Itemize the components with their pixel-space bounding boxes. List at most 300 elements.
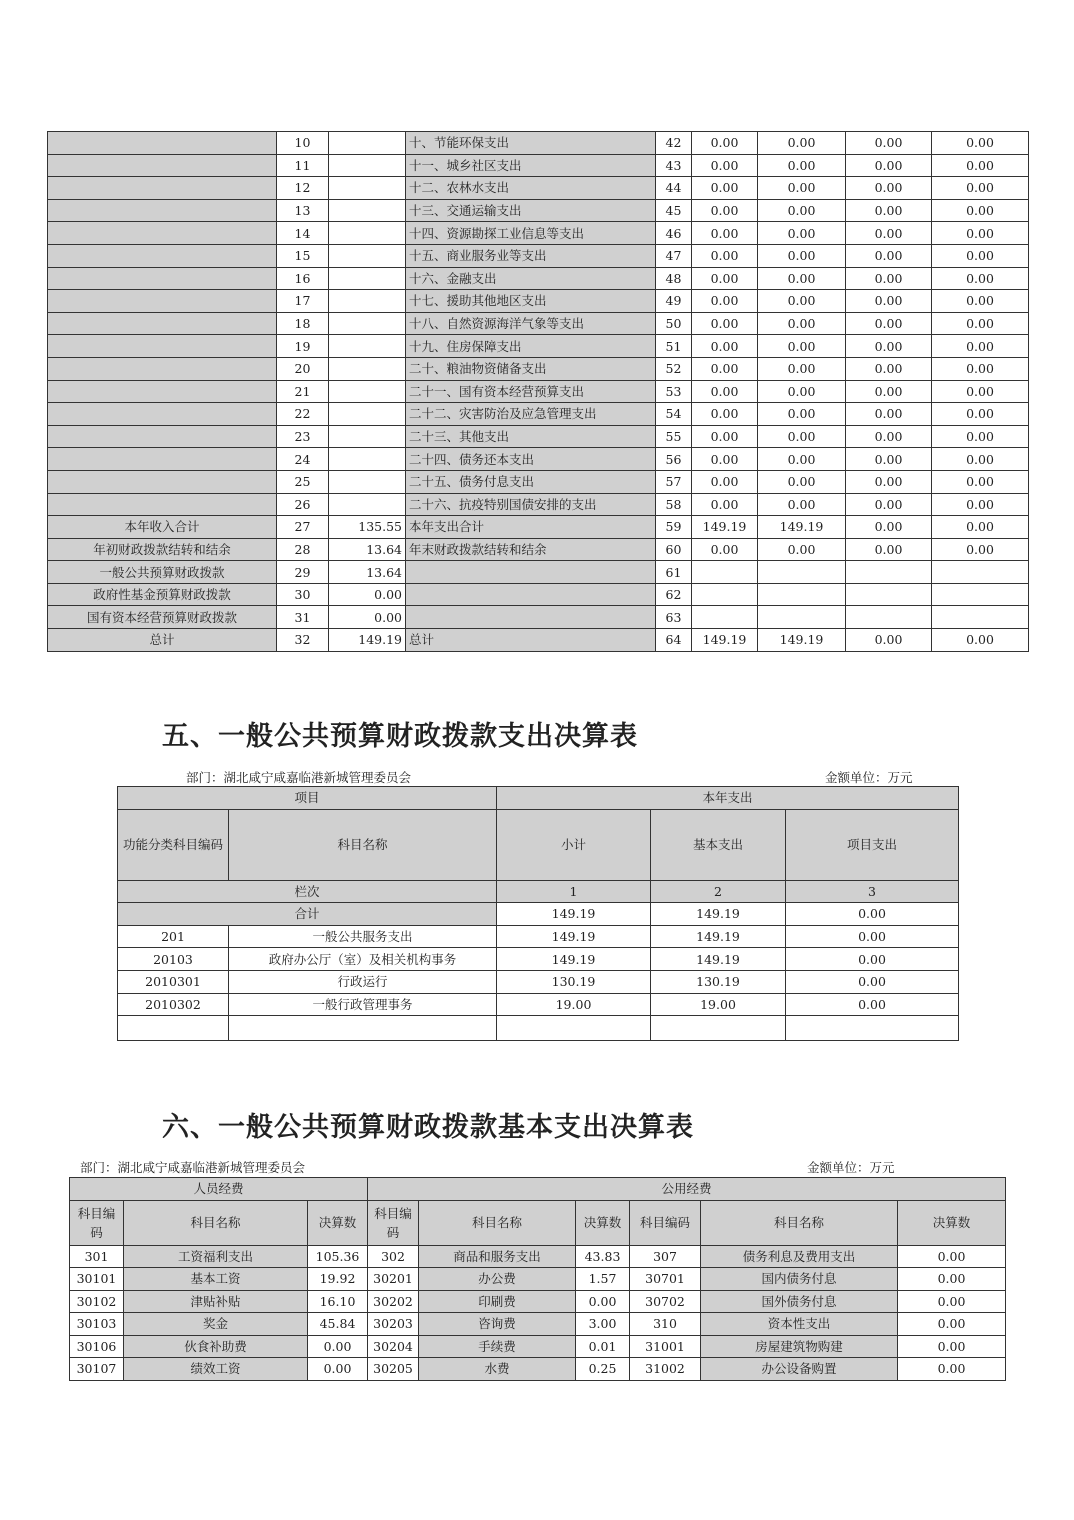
public-name: 办公费: [419, 1268, 576, 1291]
basic-value: 149.19: [651, 925, 786, 948]
income-line-no: 12: [277, 177, 329, 200]
public-code: 302: [368, 1245, 419, 1268]
public-amount: 0.00: [898, 1268, 1006, 1291]
expense-state-capital: 0.00: [932, 199, 1029, 222]
section5-unit: 金额单位：万元: [825, 770, 913, 785]
expense-item: 二十二、灾害防治及应急管理支出: [406, 403, 656, 426]
expense-state-capital: 0.00: [932, 132, 1029, 155]
expense-state-capital: 0.00: [932, 403, 1029, 426]
subtotal-value: [497, 1016, 651, 1041]
expense-state-capital: 0.00: [932, 312, 1029, 335]
table-row: [70, 1358, 1006, 1381]
table-row: [48, 403, 1029, 426]
expense-line-no: 57: [656, 470, 692, 493]
header-name: 科目名称: [701, 1200, 898, 1245]
income-amount: 149.19: [329, 629, 406, 652]
public-amount: 1.57: [576, 1268, 630, 1291]
expense-total: 0.00: [692, 425, 758, 448]
expense-total: [692, 606, 758, 629]
expense-general-budget: 149.19: [758, 629, 846, 652]
header-subtotal: 小计: [497, 809, 651, 880]
income-item: [48, 335, 277, 358]
expense-item: 二十、粮油物资储备支出: [406, 357, 656, 380]
expense-line-no: 53: [656, 380, 692, 403]
expense-gov-fund: 0.00: [846, 199, 932, 222]
header-code: 科目编码: [630, 1200, 701, 1245]
personnel-code: 30102: [70, 1290, 124, 1313]
table-row: [48, 199, 1029, 222]
public-amount: 0.25: [576, 1358, 630, 1381]
expense-state-capital: [932, 606, 1029, 629]
expense-gov-fund: 0.00: [846, 538, 932, 561]
header-project: 项目: [118, 787, 497, 810]
income-item: 年初财政拨款结转和结余: [48, 538, 277, 561]
income-line-no: 11: [277, 154, 329, 177]
income-line-no: 23: [277, 425, 329, 448]
income-amount: 13.64: [329, 538, 406, 561]
col-number: 3: [786, 880, 959, 903]
expense-general-budget: 0.00: [758, 154, 846, 177]
expense-gov-fund: 0.00: [846, 267, 932, 290]
income-amount: [329, 380, 406, 403]
public-name: 商品和服务支出: [419, 1245, 576, 1268]
expense-general-budget: 0.00: [758, 132, 846, 155]
expense-line-no: 63: [656, 606, 692, 629]
expense-line-no: 48: [656, 267, 692, 290]
public-code: 30701: [630, 1268, 701, 1291]
table-row: [70, 1245, 1006, 1268]
expense-gov-fund: 0.00: [846, 222, 932, 245]
expense-item: 二十四、债务还本支出: [406, 448, 656, 471]
income-amount: 0.00: [329, 606, 406, 629]
header-code: 科目编码: [368, 1200, 419, 1245]
header-function-code: 功能分类科目编码: [118, 809, 229, 880]
expense-line-no: 64: [656, 629, 692, 652]
section5-department: 部门：湖北咸宁咸嘉临港新城管理委员会: [186, 770, 412, 785]
expense-gov-fund: 0.00: [846, 403, 932, 426]
expense-state-capital: 0.00: [932, 470, 1029, 493]
section6-title: 六、一般公共预算财政拨款基本支出决算表: [162, 1112, 694, 1143]
income-amount: [329, 154, 406, 177]
expense-total: 0.00: [692, 448, 758, 471]
public-amount: 0.00: [898, 1358, 1006, 1381]
income-line-no: 30: [277, 583, 329, 606]
personnel-amount: 0.00: [308, 1335, 368, 1358]
total-basic: 149.19: [651, 903, 786, 926]
expense-general-budget: 0.00: [758, 425, 846, 448]
expense-state-capital: [932, 561, 1029, 584]
personnel-amount: 0.00: [308, 1358, 368, 1381]
personnel-amount: 45.84: [308, 1313, 368, 1336]
personnel-code: 30106: [70, 1335, 124, 1358]
subject-code: [118, 1016, 229, 1041]
expense-gov-fund: 0.00: [846, 154, 932, 177]
expense-general-budget: 0.00: [758, 222, 846, 245]
expense-general-budget: 0.00: [758, 403, 846, 426]
personnel-amount: 19.92: [308, 1268, 368, 1291]
income-item: [48, 244, 277, 267]
expense-gov-fund: 0.00: [846, 380, 932, 403]
expense-gov-fund: 0.00: [846, 335, 932, 358]
expense-total: 0.00: [692, 335, 758, 358]
table-row: [118, 993, 959, 1016]
income-line-no: 10: [277, 132, 329, 155]
income-item: [48, 448, 277, 471]
expense-item: 十二、农林水支出: [406, 177, 656, 200]
expense-item: 二十一、国有资本经营预算支出: [406, 380, 656, 403]
personnel-name: 津贴补贴: [124, 1290, 308, 1313]
income-amount: [329, 335, 406, 358]
expense-state-capital: 0.00: [932, 290, 1029, 313]
subtotal-value: 19.00: [497, 993, 651, 1016]
personnel-amount: 105.36: [308, 1245, 368, 1268]
table-row: [48, 493, 1029, 516]
expense-item: 十六、金融支出: [406, 267, 656, 290]
public-amount: 0.00: [576, 1290, 630, 1313]
total-subtotal: 149.19: [497, 903, 651, 926]
expense-state-capital: 0.00: [932, 448, 1029, 471]
income-line-no: 25: [277, 470, 329, 493]
income-amount: [329, 470, 406, 493]
table-header-row: [70, 1200, 1006, 1245]
income-amount: [329, 177, 406, 200]
expense-gov-fund: [846, 561, 932, 584]
income-amount: [329, 425, 406, 448]
public-name: 房屋建筑物购建: [701, 1335, 898, 1358]
income-line-no: 20: [277, 357, 329, 380]
personnel-name: 基本工资: [124, 1268, 308, 1291]
income-amount: 13.64: [329, 561, 406, 584]
income-item: [48, 403, 277, 426]
income-amount: [329, 448, 406, 471]
header-subject-name: 科目名称: [229, 809, 497, 880]
expense-gov-fund: 0.00: [846, 448, 932, 471]
expense-general-budget: 0.00: [758, 199, 846, 222]
expense-total: 0.00: [692, 538, 758, 561]
header-public: 公用经费: [368, 1178, 1006, 1201]
subject-code: 2010302: [118, 993, 229, 1016]
table-row: [118, 948, 959, 971]
public-code: 30205: [368, 1358, 419, 1381]
expense-line-no: 56: [656, 448, 692, 471]
income-item: [48, 199, 277, 222]
basic-value: 19.00: [651, 993, 786, 1016]
expense-item: 二十五、债务付息支出: [406, 470, 656, 493]
expense-total: 0.00: [692, 132, 758, 155]
expense-total: 0.00: [692, 267, 758, 290]
income-line-no: 29: [277, 561, 329, 584]
public-name: 办公设备购置: [701, 1358, 898, 1381]
subject-name: 一般公共服务支出: [229, 925, 497, 948]
expense-gov-fund: 0.00: [846, 357, 932, 380]
expense-general-budget: 0.00: [758, 538, 846, 561]
income-amount: [329, 199, 406, 222]
personnel-amount: 16.10: [308, 1290, 368, 1313]
expense-general-budget: 0.00: [758, 493, 846, 516]
public-amount: 0.01: [576, 1335, 630, 1358]
table-row: [118, 970, 959, 993]
expense-line-no: 51: [656, 335, 692, 358]
expense-state-capital: 0.00: [932, 516, 1029, 539]
expense-item: 总计: [406, 629, 656, 652]
lanci-label: 栏次: [118, 880, 497, 903]
income-line-no: 14: [277, 222, 329, 245]
expense-gov-fund: 0.00: [846, 290, 932, 313]
income-item: 政府性基金预算财政拨款: [48, 583, 277, 606]
expense-total: 0.00: [692, 493, 758, 516]
table-row: [70, 1335, 1006, 1358]
basic-value: 149.19: [651, 948, 786, 971]
income-item: [48, 312, 277, 335]
expense-item: 十一、城乡社区支出: [406, 154, 656, 177]
public-name: 水费: [419, 1358, 576, 1381]
table-row: [48, 516, 1029, 539]
expense-line-no: 50: [656, 312, 692, 335]
income-line-no: 15: [277, 244, 329, 267]
public-amount: 0.00: [898, 1290, 1006, 1313]
expense-item: 十四、资源勘探工业信息等支出: [406, 222, 656, 245]
project-value: 0.00: [786, 993, 959, 1016]
expense-general-budget: 0.00: [758, 470, 846, 493]
col-number: 2: [651, 880, 786, 903]
subject-code: 201: [118, 925, 229, 948]
expense-state-capital: 0.00: [932, 177, 1029, 200]
subject-code: 20103: [118, 948, 229, 971]
income-amount: [329, 493, 406, 516]
table-row: [70, 1313, 1006, 1336]
expense-state-capital: 0.00: [932, 222, 1029, 245]
public-amount: 0.00: [898, 1245, 1006, 1268]
expense-general-budget: 0.00: [758, 335, 846, 358]
table-row: [48, 290, 1029, 313]
expense-line-no: 59: [656, 516, 692, 539]
expense-general-budget: 0.00: [758, 312, 846, 335]
expense-state-capital: 0.00: [932, 380, 1029, 403]
table-row: [48, 561, 1029, 584]
expense-item: 二十三、其他支出: [406, 425, 656, 448]
section6-unit: 金额单位：万元: [807, 1160, 895, 1175]
public-name: 国内债务付息: [701, 1268, 898, 1291]
expense-item: 十、节能环保支出: [406, 132, 656, 155]
general-budget-expense-table: [117, 786, 959, 1041]
header-code: 科目编码: [70, 1200, 124, 1245]
income-line-no: 28: [277, 538, 329, 561]
basic-value: [651, 1016, 786, 1041]
income-amount: [329, 267, 406, 290]
header-amount: 决算数: [576, 1200, 630, 1245]
income-item: [48, 380, 277, 403]
expense-general-budget: 0.00: [758, 290, 846, 313]
income-amount: [329, 312, 406, 335]
table-header-row: [118, 787, 959, 810]
income-expense-table: [47, 131, 1029, 652]
income-item: 国有资本经营预算财政拨款: [48, 606, 277, 629]
public-code: 30702: [630, 1290, 701, 1313]
expense-gov-fund: 0.00: [846, 425, 932, 448]
expense-state-capital: 0.00: [932, 154, 1029, 177]
subtotal-value: 149.19: [497, 925, 651, 948]
income-item: [48, 267, 277, 290]
expense-total: 0.00: [692, 380, 758, 403]
income-amount: [329, 132, 406, 155]
income-item: 本年收入合计: [48, 516, 277, 539]
public-name: 国外债务付息: [701, 1290, 898, 1313]
income-amount: [329, 244, 406, 267]
table-header-row: [70, 1178, 1006, 1201]
table-row: [48, 629, 1029, 652]
expense-line-no: 62: [656, 583, 692, 606]
expense-item: 本年支出合计: [406, 516, 656, 539]
expense-line-no: 46: [656, 222, 692, 245]
expense-total: 0.00: [692, 312, 758, 335]
expense-line-no: 44: [656, 177, 692, 200]
public-code: 31002: [630, 1358, 701, 1381]
expense-state-capital: [932, 583, 1029, 606]
expense-item: 二十六、抗疫特别国债安排的支出: [406, 493, 656, 516]
personnel-name: 绩效工资: [124, 1358, 308, 1381]
expense-state-capital: 0.00: [932, 357, 1029, 380]
income-line-no: 24: [277, 448, 329, 471]
subject-code: 2010301: [118, 970, 229, 993]
income-line-no: 18: [277, 312, 329, 335]
expense-item: 十八、自然资源海洋气象等支出: [406, 312, 656, 335]
expense-total: 0.00: [692, 290, 758, 313]
header-personnel: 人员经费: [70, 1178, 368, 1201]
income-line-no: 27: [277, 516, 329, 539]
public-name: 债务利息及费用支出: [701, 1245, 898, 1268]
expense-item: [406, 561, 656, 584]
basic-expense-table: [69, 1177, 1006, 1381]
expense-state-capital: 0.00: [932, 538, 1029, 561]
income-item: [48, 470, 277, 493]
expense-total: 0.00: [692, 357, 758, 380]
income-line-no: 31: [277, 606, 329, 629]
income-line-no: 19: [277, 335, 329, 358]
expense-gov-fund: 0.00: [846, 629, 932, 652]
project-value: [786, 1016, 959, 1041]
expense-general-budget: 0.00: [758, 244, 846, 267]
table-row: [48, 583, 1029, 606]
public-amount: 3.00: [576, 1313, 630, 1336]
income-item: 一般公共预算财政拨款: [48, 561, 277, 584]
personnel-code: 30103: [70, 1313, 124, 1336]
expense-total: 0.00: [692, 244, 758, 267]
expense-item: 十五、商业服务业等支出: [406, 244, 656, 267]
expense-state-capital: 0.00: [932, 335, 1029, 358]
income-amount: [329, 290, 406, 313]
expense-state-capital: 0.00: [932, 629, 1029, 652]
header-basic-expense: 基本支出: [651, 809, 786, 880]
public-amount: 0.00: [898, 1313, 1006, 1336]
table-row: [48, 448, 1029, 471]
expense-state-capital: 0.00: [932, 493, 1029, 516]
expense-general-budget: 0.00: [758, 267, 846, 290]
personnel-name: 工资福利支出: [124, 1245, 308, 1268]
expense-line-no: 43: [656, 154, 692, 177]
expense-item: 十七、援助其他地区支出: [406, 290, 656, 313]
table-row: [48, 177, 1029, 200]
expense-item: 十九、住房保障支出: [406, 335, 656, 358]
expense-general-budget: 0.00: [758, 380, 846, 403]
expense-total: 0.00: [692, 470, 758, 493]
expense-gov-fund: 0.00: [846, 516, 932, 539]
subject-name: [229, 1016, 497, 1041]
subtotal-value: 149.19: [497, 948, 651, 971]
header-name: 科目名称: [124, 1200, 308, 1245]
table-row: [48, 222, 1029, 245]
expense-total: 0.00: [692, 403, 758, 426]
table-row: [48, 357, 1029, 380]
expense-item: 年末财政拨款结转和结余: [406, 538, 656, 561]
expense-state-capital: 0.00: [932, 267, 1029, 290]
income-item: [48, 425, 277, 448]
expense-state-capital: 0.00: [932, 244, 1029, 267]
expense-item: 十三、交通运输支出: [406, 199, 656, 222]
expense-line-no: 55: [656, 425, 692, 448]
public-name: 印刷费: [419, 1290, 576, 1313]
expense-gov-fund: [846, 606, 932, 629]
table-row: [48, 312, 1029, 335]
table-row: [70, 1290, 1006, 1313]
expense-line-no: 60: [656, 538, 692, 561]
table-row: [48, 132, 1029, 155]
income-line-no: 32: [277, 629, 329, 652]
project-value: 0.00: [786, 948, 959, 971]
expense-general-budget: 0.00: [758, 357, 846, 380]
income-amount: [329, 357, 406, 380]
personnel-code: 30107: [70, 1358, 124, 1381]
expense-total: 0.00: [692, 154, 758, 177]
project-value: 0.00: [786, 925, 959, 948]
income-item: [48, 222, 277, 245]
column-number-row: [118, 880, 959, 903]
income-line-no: 26: [277, 493, 329, 516]
income-item: [48, 177, 277, 200]
personnel-name: 伙食补助费: [124, 1335, 308, 1358]
total-label: 合计: [118, 903, 497, 926]
personnel-code: 301: [70, 1245, 124, 1268]
income-amount: [329, 403, 406, 426]
expense-general-budget: [758, 606, 846, 629]
header-year-expense: 本年支出: [497, 787, 959, 810]
public-name: 资本性支出: [701, 1313, 898, 1336]
expense-total: 0.00: [692, 222, 758, 245]
public-name: 咨询费: [419, 1313, 576, 1336]
public-amount: 43.83: [576, 1245, 630, 1268]
expense-line-no: 45: [656, 199, 692, 222]
basic-value: 130.19: [651, 970, 786, 993]
subject-name: 政府办公厅（室）及相关机构事务: [229, 948, 497, 971]
income-line-no: 16: [277, 267, 329, 290]
table-row: [48, 425, 1029, 448]
table-row: [48, 154, 1029, 177]
table-row: [48, 606, 1029, 629]
public-code: 310: [630, 1313, 701, 1336]
expense-gov-fund: 0.00: [846, 493, 932, 516]
expense-item: [406, 606, 656, 629]
expense-general-budget: 0.00: [758, 448, 846, 471]
total-row: [118, 903, 959, 926]
expense-total: [692, 583, 758, 606]
expense-line-no: 58: [656, 493, 692, 516]
personnel-name: 奖金: [124, 1313, 308, 1336]
header-amount: 决算数: [898, 1200, 1006, 1245]
subject-name: 一般行政管理事务: [229, 993, 497, 1016]
header-amount: 决算数: [308, 1200, 368, 1245]
income-line-no: 22: [277, 403, 329, 426]
income-line-no: 13: [277, 199, 329, 222]
total-project: 0.00: [786, 903, 959, 926]
